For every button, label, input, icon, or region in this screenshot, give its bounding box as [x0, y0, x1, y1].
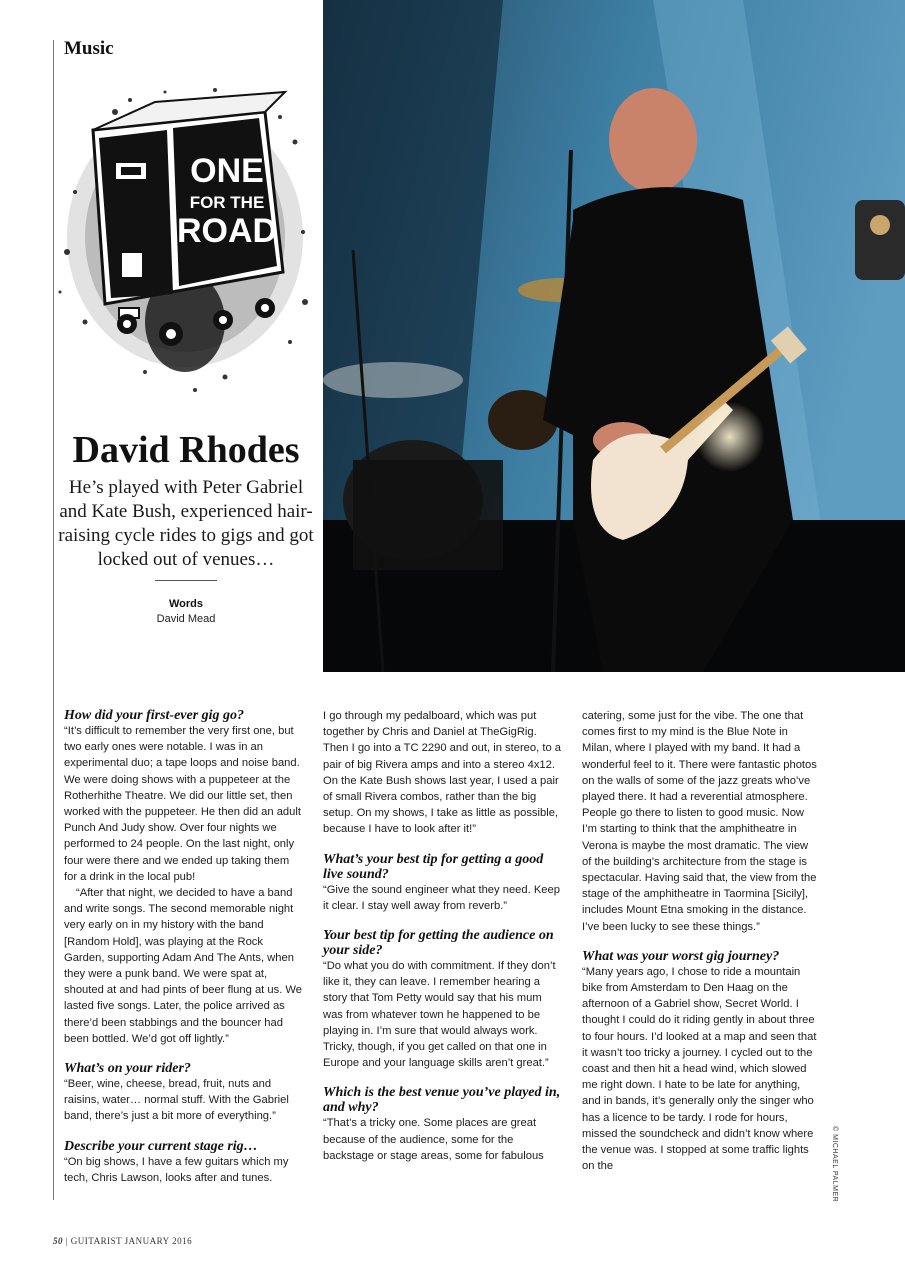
article-column-2: [323, 708, 561, 1164]
question-heading: What’s your best tip for getting a good live sound?: [323, 851, 544, 882]
question-heading: Your best tip for getting the audience on your side?: [323, 928, 554, 959]
question-heading: What was your worst gig journey?: [582, 948, 780, 964]
publication-info: | GUITARIST JANUARY 2016: [65, 1236, 193, 1246]
body-paragraph: “Give the sound engineer what they need. Keep it clear. I stay well away from reverb.”: [323, 883, 560, 912]
body-paragraph: I go through my pedalboard, which was put together by Chris and Daniel at TheGigRig. Then I go into a TC 2290 and out, in stereo, to a pair of big Rivera amps and into a stereo 4x12. On the Kate Bush shows last year, I used a pair of small Rivera combos, rather than the big setup. On my shows, I take as little as possible, because I have to look after it!”: [323, 710, 561, 836]
question-heading: How did your first-ever gig go?: [64, 708, 245, 723]
question-heading: Describe your current stage rig…: [64, 1138, 258, 1154]
logo-line2: FOR THE: [189, 193, 265, 212]
stage-photo: [323, 0, 905, 672]
byline-author: David Mead: [156, 613, 216, 625]
question-heading: What’s on your rider?: [64, 1061, 191, 1077]
section-label: Music: [64, 38, 114, 59]
body-paragraph: “It’s difficult to remember the very first one, but two early ones were notable. I was in an experimental duo; a tape loops and noise band. We were doing shows with a puppeteer at the Rotherhithe Theatre. We did our little set, then worked with the puppeteer. He then did an adult Punch And Judy show. Over four nights we performed to 24 people. On the last night, only four were there and we ended up taking them for a drink in the local pub!: [64, 725, 301, 883]
logo-line3: ROAD: [176, 212, 278, 250]
body-paragraph: catering, some just for the vibe. The one that comes first to my mind is the Blue Note in Milan, where I played with my band. It had a wonderful feel to it. There were fantastic photos on the walls of some of the jazz greats who’ve played there. It had a reverential atmosphere. People go there to listen to good music. Now I’m starting to think that the amphitheatre in Verona is maybe the most dramatic. The view of the building’s architecture from the stage is spectacular. Having said that, the view from the stage of the amphitheatre in Taormina [Sicily], includes Mount Etna smoking in the distance. I’ve been lucky to see these things.”: [582, 710, 817, 933]
byline-label: Words: [168, 598, 204, 610]
page-footer: [53, 1236, 192, 1246]
body-paragraph: “Many years ago, I chose to ride a mountain bike from Amsterdam to Den Haag on the afternoon of a Gabriel show, Secret World. I thought I could do it riding gently in about three to four hours. I’d looked at a map and seen that it wasn’t too tricky a journey. I cycled out to the coast and then hit a head wind, which slowed me right down. I hate to be late for anything, and in bands, it’s generally only the singer who has a licence to be tardy. I rode for hours, missed the soundcheck and didn’t know where the venue was. I stopped at some traffic lights on the: [582, 965, 817, 1173]
headline: David Rhodes: [72, 429, 300, 471]
standfirst: He’s played with Peter Gabriel and Kate Bush, experienced hair-raising cycle rides to gigs and got locked out of venues…: [58, 477, 314, 570]
margin-rule: [53, 40, 54, 1200]
byline-divider: [155, 580, 217, 581]
article-column-3: [582, 708, 820, 1174]
question-heading: Which is the best venue you’ve played in, and why?: [323, 1085, 561, 1116]
one-for-the-road-logo: [55, 72, 315, 402]
body-paragraph: “Beer, wine, cheese, bread, fruit, nuts and raisins, water… normal stuff. With the Gabriel band, there’s just a bit more of everything.”: [64, 1078, 289, 1123]
photo-credit: © MICHAEL PALMER: [831, 1126, 838, 1203]
body-paragraph: “After that night, we decided to have a band and write songs. The second memorable night very early on in my history with the band [Random Hold], was playing at the Rock Garden, supporting Adam And The Ants, when they were a punk band. We were spat at, shouted at and had pints of beer flung at us. We lasted five songs. Later, the police arrived as there’d been stabbings and the bouncer had been bottled. We’d got off lightly.”: [64, 887, 303, 1045]
page-number: 50: [53, 1236, 63, 1246]
article-column-1: [64, 708, 302, 1186]
logo-line1: ONE: [190, 152, 264, 190]
body-paragraph: “That’s a tricky one. Some places are great because of the audience, some for the backstage or stage areas, some for fabulous: [323, 1117, 544, 1162]
body-paragraph: “On big shows, I have a few guitars which my tech, Chris Lawson, looks after and tunes.: [64, 1155, 289, 1184]
body-paragraph: “Do what you do with commitment. If they don’t like it, they can leave. I remember hearing a story that Tom Petty would say that his mum was from whatever town he happened to be playing in. I’m sure that would always work. Tricky, though, if you get called on that one in Europe and your language skills aren’t great.”: [323, 960, 556, 1070]
